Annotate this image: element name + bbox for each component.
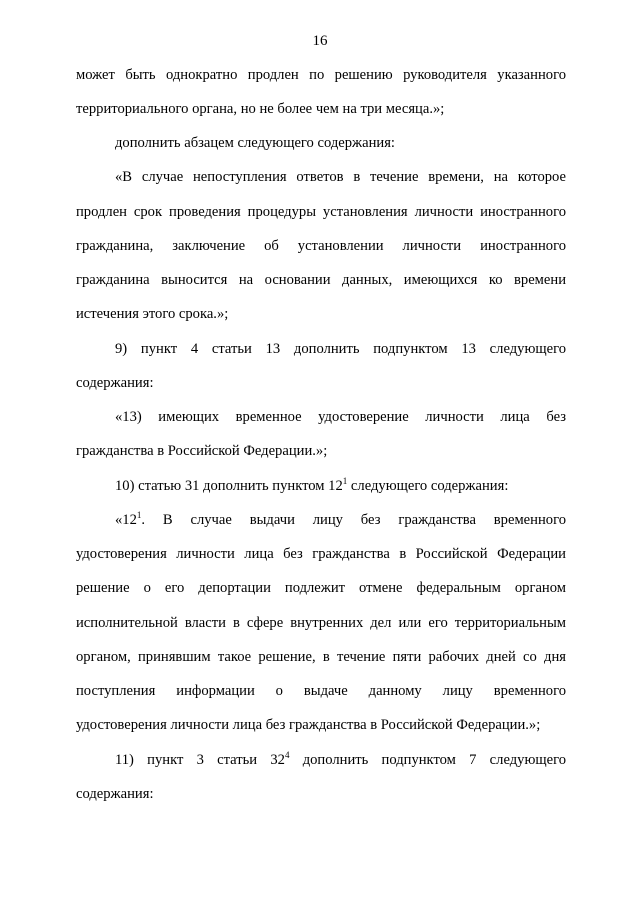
paragraph-line: содержания:	[76, 375, 154, 391]
paragraph-line: гражданина выносится на основании данных, имеющихся ко времени	[76, 272, 566, 288]
paragraph-line: продлен срок проведения процедуры установления личности иностранного	[76, 204, 566, 220]
paragraph-line: гражданина, заключение об установлении личности иностранного	[76, 238, 566, 254]
paragraph-line: удостоверения личности лица без гражданства в Российской Федерации	[76, 546, 566, 562]
paragraph-line: содержания:	[76, 786, 154, 802]
line-text: дополнить подпунктом 7 следующего	[289, 752, 566, 768]
paragraph-line: «13) имеющих временное удостоверение личности лица без	[115, 409, 566, 425]
paragraph-line: гражданства в Российской Федерации.»;	[76, 443, 328, 459]
paragraph-line: может быть однократно продлен по решению руководителя указанного	[76, 67, 566, 83]
line-text: «12	[115, 512, 137, 528]
list-item-10	[115, 478, 566, 495]
paragraph-line: дополнить абзацем следующего содержания:	[115, 135, 395, 151]
paragraph-line	[115, 512, 566, 529]
paragraph-line: исполнительной власти в сфере внутренних дел или его территориальным	[76, 615, 566, 631]
paragraph-line: «В случае непоступления ответов в течение времени, на которое	[115, 169, 566, 185]
line-text: . В случае выдачи лицу без гражданства временного	[141, 512, 566, 528]
line-text: следующего содержания:	[347, 478, 509, 494]
line-text: 11) пункт 3 статьи 32	[115, 752, 285, 768]
paragraph-line: удостоверения личности лица без гражданства в Российской Федерации.»;	[76, 717, 541, 733]
page-number: 16	[312, 33, 328, 49]
line-text: 10) статью 31 дополнить пунктом 12	[115, 478, 343, 494]
paragraph-line: поступления информации о выдаче данному лицу временного	[76, 683, 566, 699]
list-item-11	[115, 752, 566, 769]
paragraph-line: решение о его депортации подлежит отмене федеральным органом	[76, 580, 566, 596]
list-item-9: 9) пункт 4 статьи 13 дополнить подпунктом 13 следующего	[115, 341, 566, 357]
paragraph-line: органом, принявшим такое решение, в течение пяти рабочих дней со дня	[76, 649, 566, 665]
paragraph-line: истечения этого срока.»;	[76, 306, 229, 322]
superscript: 4	[284, 750, 290, 760]
superscript: 1	[136, 510, 142, 520]
paragraph-line: территориального органа, но не более чем на три месяца.»;	[76, 101, 445, 117]
superscript: 1	[342, 476, 348, 486]
